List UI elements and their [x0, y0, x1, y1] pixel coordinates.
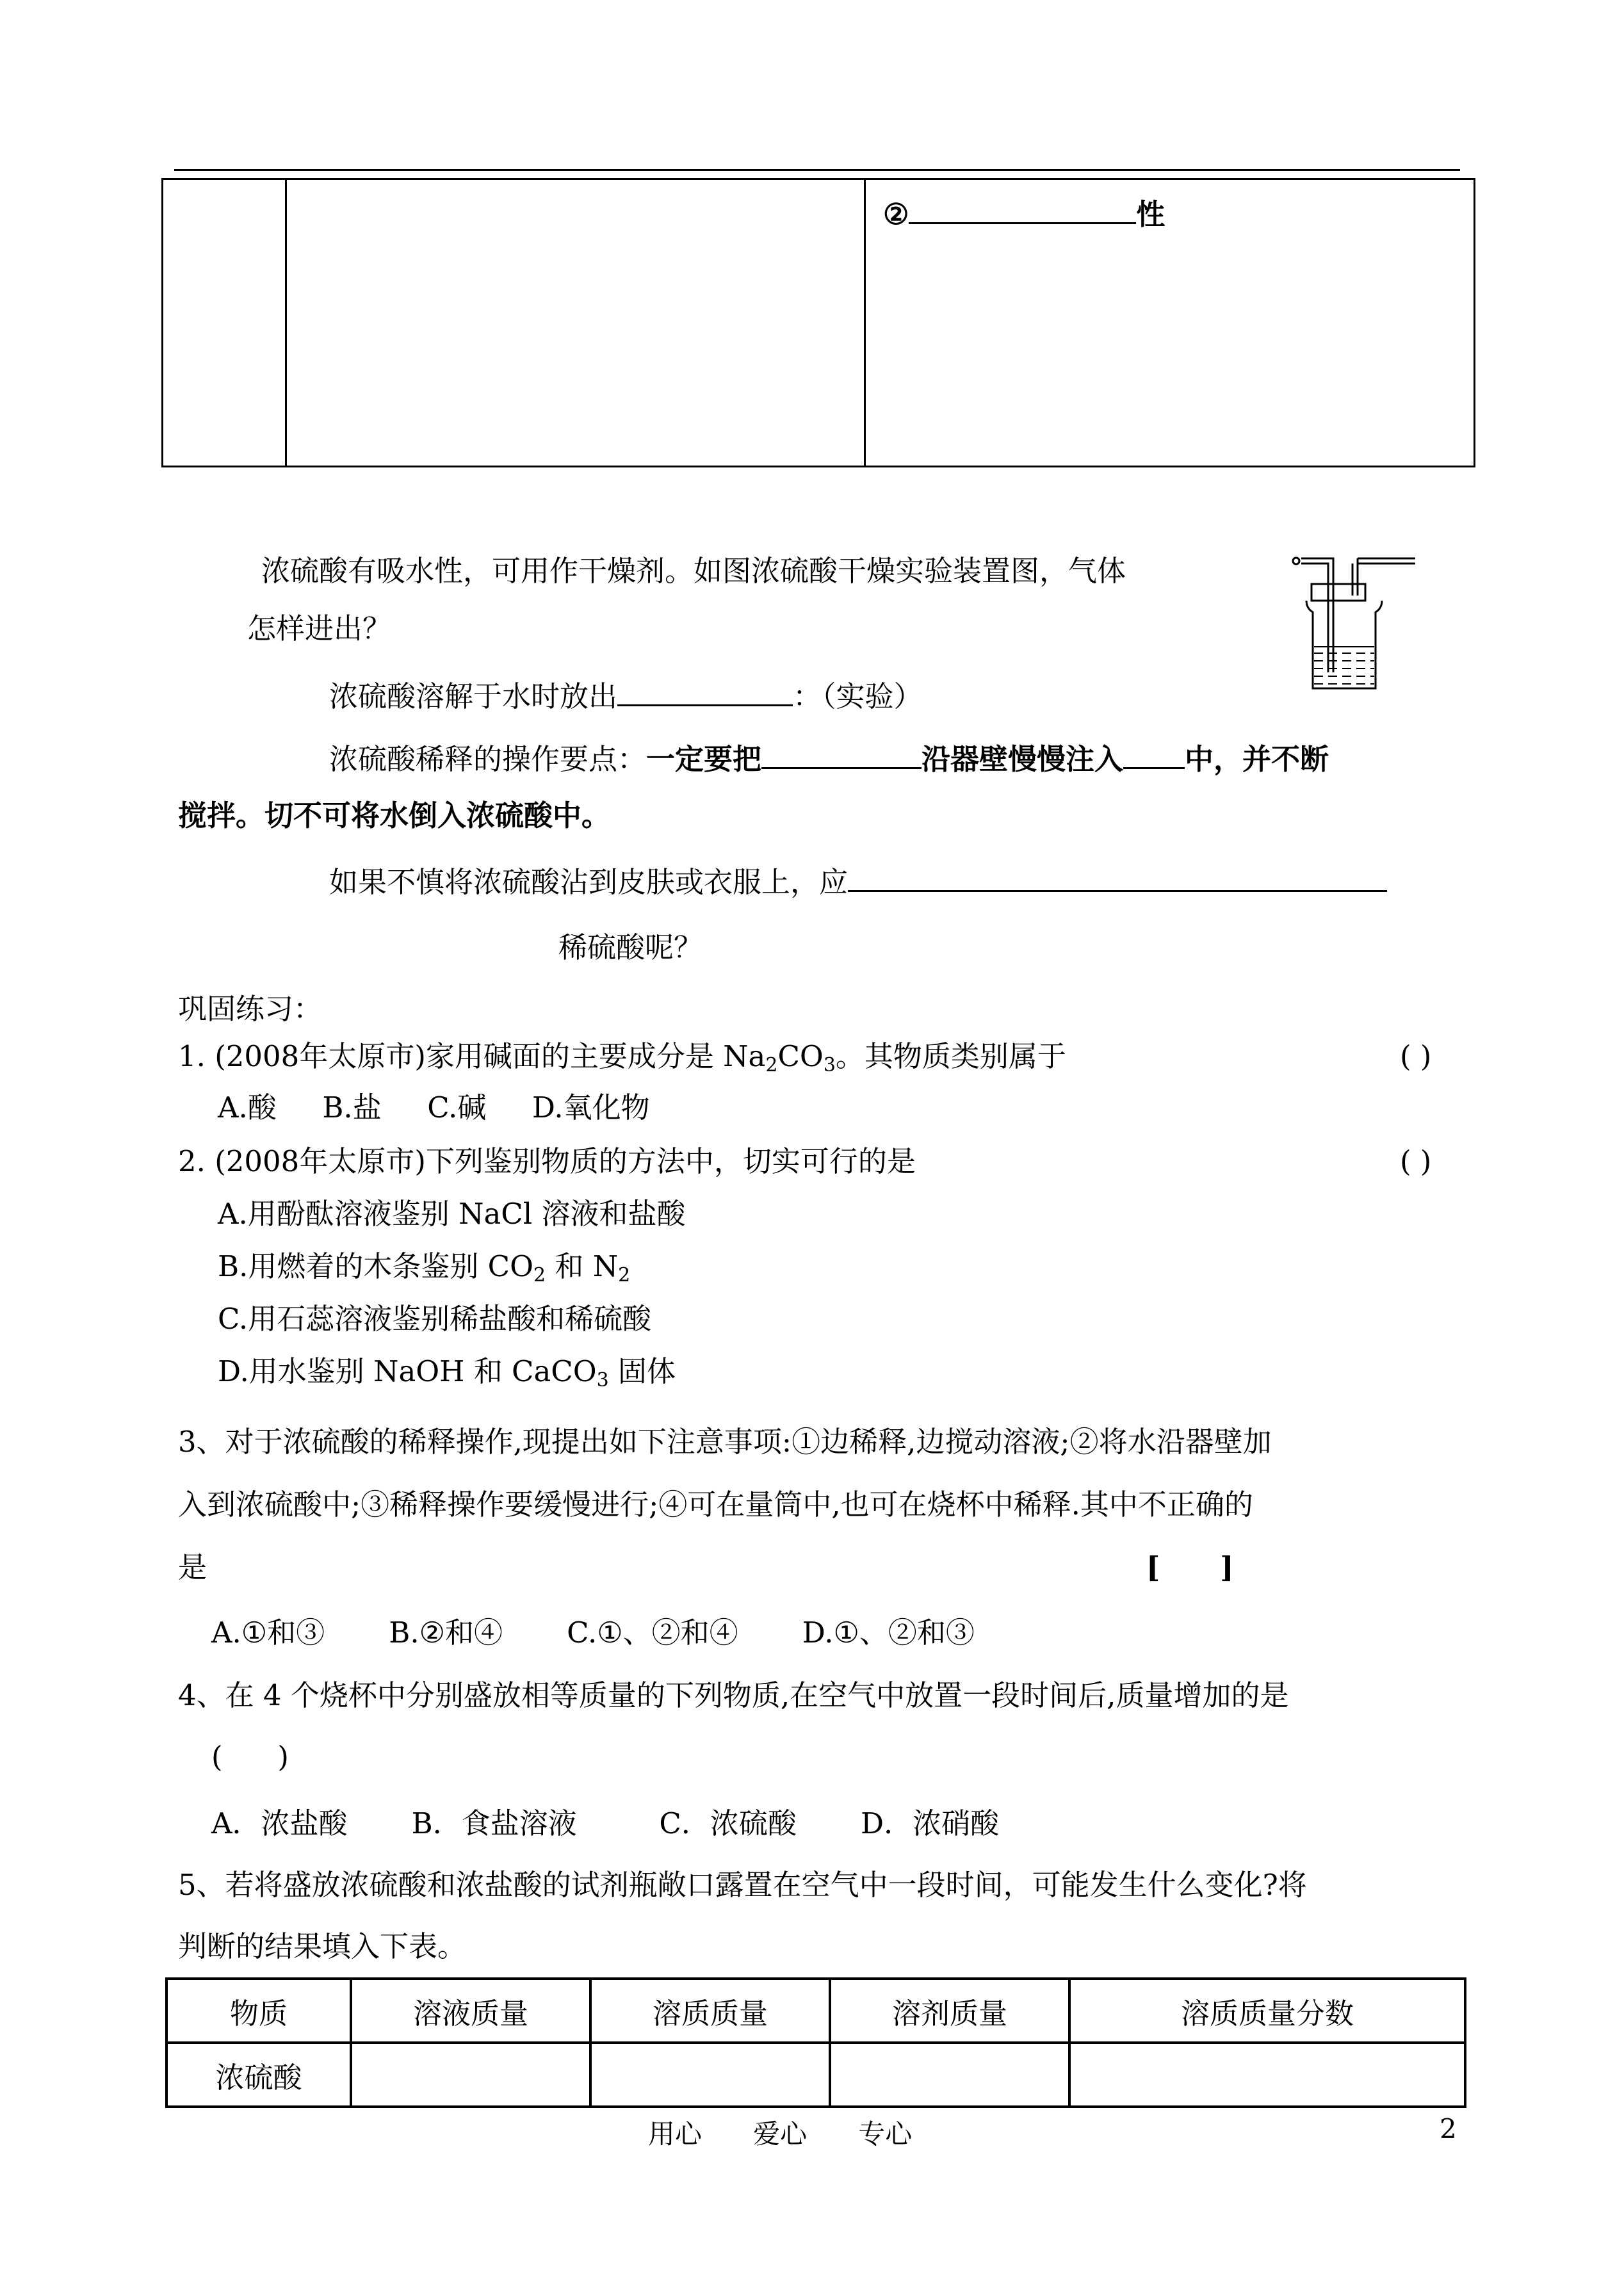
question-4-line: 4、在 4 个烧杯中分别盛放相等质量的下列物质,在空气中放置一段时间后,质量增加的是 — [178, 1678, 1289, 1712]
paragraph-line: 浓硫酸有吸水性，可用作干燥剂。如图浓硫酸干燥实验装置图，气体 — [261, 554, 1126, 588]
table-header-row — [166, 1979, 1465, 2043]
drying-apparatus-diagram — [1287, 551, 1428, 704]
table-divider — [864, 180, 866, 466]
question-3-line: 3、对于浓硫酸的稀释操作,现提出如下注意事项:①边稀释,边搅动溶液;②将水沿器壁加 — [178, 1425, 1272, 1459]
blank-line — [617, 676, 793, 706]
footer-text: 用心 爱心 专心 — [648, 2118, 913, 2150]
table-cell: 浓硫酸 — [166, 2043, 351, 2107]
paragraph-line: 怎样进出？ — [247, 612, 392, 645]
question-options: A.①和③ B.②和④ C.①、②和④ D.①、②和③ — [211, 1616, 975, 1650]
question-3-line: 入到浓硫酸中;③稀释操作要缓慢进行;④可在量筒中,也可在烧杯中稀释.其中不正确的 — [178, 1488, 1253, 1521]
top-table — [161, 178, 1475, 467]
answer-bracket: ( ) — [1400, 1144, 1432, 1178]
question-options: A.酸 B.盐 C.碱 D.氧化物 — [218, 1091, 650, 1124]
table-header-cell: 溶质质量 — [590, 1979, 830, 2043]
option-c: C.用石蕊溶液鉴别稀盐酸和稀硫酸 — [218, 1302, 652, 1336]
blank-line — [761, 739, 922, 769]
question-3-line: 是 — [178, 1550, 207, 1584]
table-header-cell: 溶质质量分数 — [1069, 1979, 1465, 2043]
table-header-cell: 物质 — [166, 1979, 351, 2043]
result-table — [165, 1977, 1466, 2108]
question-1: 1. (2008年太原市)家用碱面的主要成分是 $Na_2CO_3$。其物质类别属于 — [178, 1039, 1066, 1076]
question-5-line: 5、若将盛放浓硫酸和浓盐酸的试剂瓶敞口露置在空气中一段时间，可能发生什么变化?将 — [178, 1868, 1307, 1902]
paragraph-line: 浓硫酸稀释的操作要点：一定要把 沿器壁慢慢注入 中，并不断 — [329, 739, 1329, 779]
exercise-heading: 巩固练习： — [178, 992, 323, 1026]
table-cell — [1069, 2043, 1465, 2107]
table-divider — [285, 180, 287, 466]
question-2: 2. (2008年太原市)下列鉴别物质的方法中，切实可行的是 — [178, 1144, 916, 1178]
answer-bracket: ( ) — [1400, 1039, 1432, 1073]
question-5-line: 判断的结果填入下表。 — [178, 1929, 467, 1963]
blank-line — [1123, 739, 1185, 769]
option-b: B.用燃着的木条鉴别 $CO_2$ 和 $N_2$ — [218, 1249, 631, 1286]
table-row — [166, 2043, 1465, 2107]
paragraph-line: 搅拌。切不可将水倒入浓硫酸中。 — [178, 799, 611, 832]
question-options: A．浓盐酸 B．食盐溶液 C．浓硫酸 D．浓硝酸 — [211, 1806, 1000, 1840]
table-header-cell: 溶剂质量 — [830, 1979, 1069, 2043]
answer-bracket: [ ] — [1146, 1550, 1234, 1584]
blank-line — [909, 194, 1136, 224]
table-header-cell: 溶液质量 — [351, 1979, 590, 2043]
table-cell — [351, 2043, 590, 2107]
table-cell — [830, 2043, 1069, 2107]
paragraph-line: 如果不慎将浓硫酸沾到皮肤或衣服上，应 — [329, 862, 1387, 902]
blank-line — [848, 862, 1387, 892]
paragraph-line: 浓硫酸溶解于水时放出 ：（实验） — [329, 676, 923, 716]
answer-bracket: ( ) — [211, 1740, 289, 1774]
page-number: 2 — [1440, 2113, 1457, 2145]
option-d: D.用水鉴别 NaOH 和 CaCO$_3$ 固体 — [218, 1354, 676, 1391]
table-cell-text: ② 性 — [883, 194, 1165, 234]
table-cell — [590, 2043, 830, 2107]
option-a: A.用酚酞溶液鉴别 NaCl 溶液和盐酸 — [218, 1197, 686, 1231]
header-rule — [174, 169, 1460, 171]
paragraph-line: 稀硫酸呢？ — [558, 930, 703, 964]
